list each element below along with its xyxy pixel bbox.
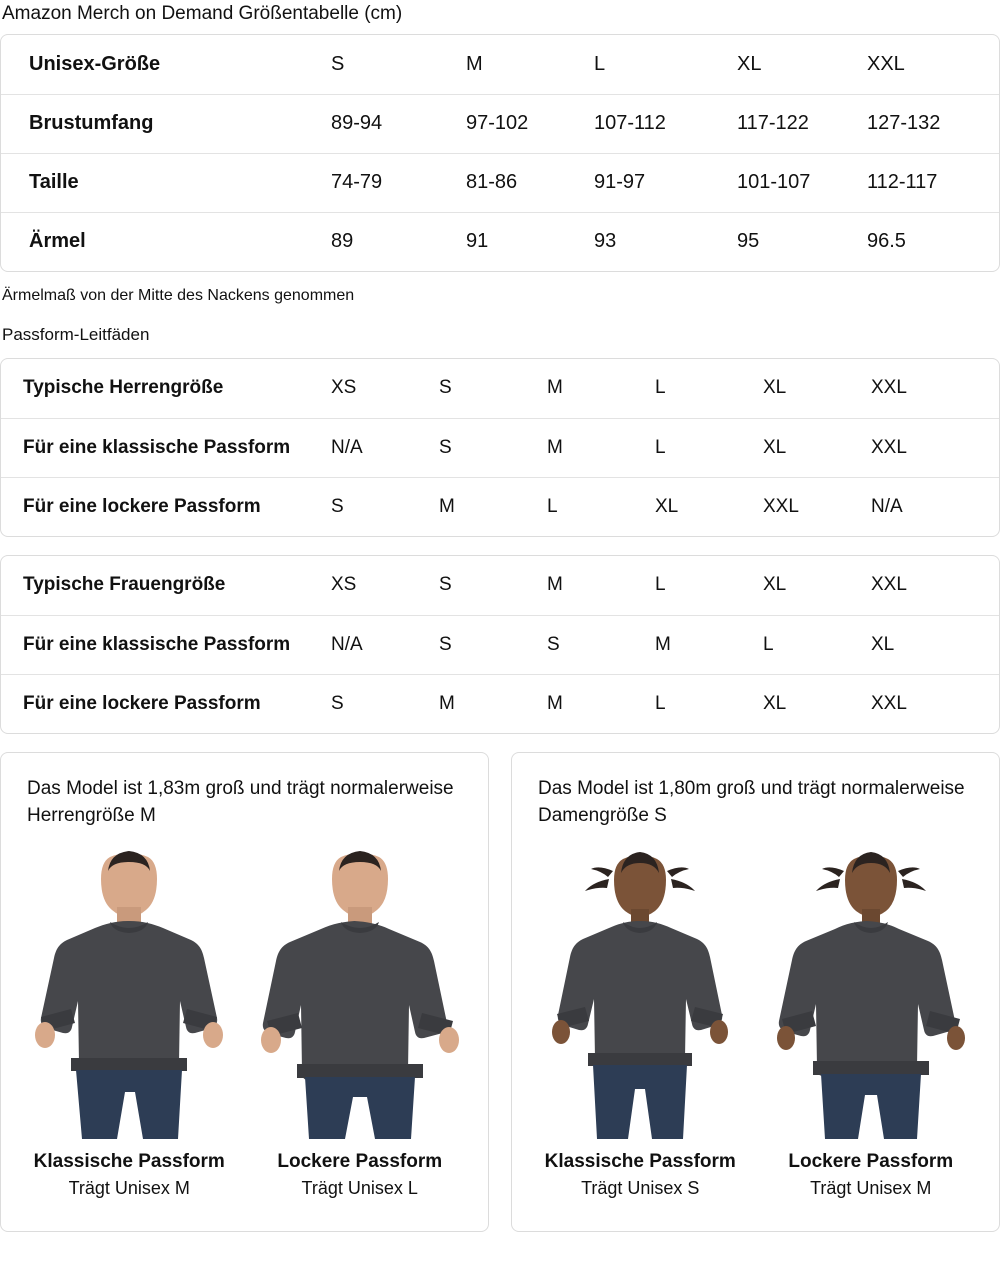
womens-classic-2: S bbox=[547, 615, 655, 674]
size-header-l: L bbox=[594, 52, 606, 75]
male-model-figure-icon bbox=[255, 849, 465, 1139]
womens-classic-1: S bbox=[439, 615, 547, 674]
model-cards bbox=[0, 752, 1000, 1232]
table-row bbox=[1, 556, 999, 615]
table-row bbox=[1, 153, 999, 212]
chest-xl: 117-122 bbox=[737, 94, 867, 153]
female-classic-fit-figure bbox=[532, 849, 748, 1139]
mens-classic-5: XXL bbox=[871, 418, 999, 477]
male-model-description: Das Model ist 1,83m groß und trägt normalerweise Herrengröße M bbox=[27, 778, 454, 826]
sleeve-m: 91 bbox=[466, 212, 594, 271]
row-label-womens-classic-fit: Für eine klassische Passform bbox=[1, 615, 331, 674]
mens-relaxed-0: S bbox=[331, 477, 439, 536]
size-header-xl: XL bbox=[737, 52, 762, 75]
size-header-m: M bbox=[466, 52, 483, 75]
female-model-card bbox=[511, 752, 1000, 1232]
waist-l: 91-97 bbox=[594, 153, 737, 212]
womens-relaxed-5: XXL bbox=[871, 674, 999, 733]
chest-m: 97-102 bbox=[466, 94, 594, 153]
waist-xl: 101-107 bbox=[737, 153, 867, 212]
male-captions bbox=[19, 1149, 470, 1201]
table-row bbox=[1, 212, 999, 271]
row-label-chest: Brustumfang bbox=[1, 94, 331, 153]
womens-fit-table bbox=[1, 556, 999, 733]
womens-classic-4: L bbox=[763, 615, 871, 674]
table-row bbox=[1, 418, 999, 477]
mens-relaxed-2: L bbox=[547, 477, 655, 536]
male-relaxed-wears: Trägt Unisex L bbox=[301, 1178, 418, 1198]
mens-classic-1: S bbox=[439, 418, 547, 477]
womens-typical-0: XS bbox=[331, 574, 357, 596]
male-model-card bbox=[0, 752, 489, 1232]
womens-relaxed-3: L bbox=[655, 674, 763, 733]
womens-classic-0: N/A bbox=[331, 615, 439, 674]
male-model-figure-icon bbox=[24, 849, 234, 1139]
waist-xxl: 112-117 bbox=[867, 153, 999, 212]
size-table bbox=[1, 35, 999, 271]
female-model-figure-icon bbox=[766, 849, 976, 1139]
sleeve-s: 89 bbox=[331, 212, 466, 271]
row-label-typical-womens-size: Typische Frauengröße bbox=[23, 574, 226, 596]
sleeve-xl: 95 bbox=[737, 212, 867, 271]
female-model-figure-icon bbox=[535, 849, 745, 1139]
mens-relaxed-3: XL bbox=[655, 477, 763, 536]
mens-typical-0: XS bbox=[331, 377, 357, 399]
womens-relaxed-1: M bbox=[439, 674, 547, 733]
male-relaxed-fit-label: Lockere Passform bbox=[277, 1151, 443, 1172]
male-relaxed-caption bbox=[252, 1149, 468, 1201]
fit-guides-heading: Passform-Leitfäden bbox=[2, 325, 150, 344]
waist-m: 81-86 bbox=[466, 153, 594, 212]
mens-relaxed-1: M bbox=[439, 477, 547, 536]
female-classic-caption bbox=[532, 1149, 748, 1201]
chest-l: 107-112 bbox=[594, 94, 737, 153]
size-header-s: S bbox=[331, 52, 345, 75]
sleeve-xxl: 96.5 bbox=[867, 212, 999, 271]
female-model-description: Das Model ist 1,80m groß und trägt normalerweise Damengröße S bbox=[538, 778, 965, 826]
table-header-row bbox=[1, 35, 999, 94]
mens-classic-2: M bbox=[547, 418, 655, 477]
womens-classic-5: XL bbox=[871, 615, 999, 674]
mens-relaxed-4: XXL bbox=[763, 477, 871, 536]
female-captions bbox=[530, 1149, 981, 1201]
womens-typical-3: L bbox=[655, 574, 666, 596]
row-label-womens-relaxed-fit: Für eine lockere Passform bbox=[1, 674, 331, 733]
male-relaxed-fit-figure bbox=[252, 849, 468, 1139]
table-row bbox=[1, 359, 999, 418]
row-label-mens-relaxed-fit: Für eine lockere Passform bbox=[1, 477, 331, 536]
table-row bbox=[1, 94, 999, 153]
womens-typical-1: S bbox=[439, 574, 452, 596]
mens-classic-0: N/A bbox=[331, 418, 439, 477]
row-label-waist: Taille bbox=[1, 153, 331, 212]
female-relaxed-caption bbox=[763, 1149, 979, 1201]
male-classic-fit-figure bbox=[21, 849, 237, 1139]
male-figures bbox=[19, 839, 470, 1139]
mens-typical-2: M bbox=[547, 377, 563, 399]
sleeve-l: 93 bbox=[594, 212, 737, 271]
womens-classic-3: M bbox=[655, 615, 763, 674]
size-header-xxl: XXL bbox=[867, 52, 905, 75]
mens-typical-4: XL bbox=[763, 377, 787, 399]
spacer bbox=[0, 537, 1000, 555]
size-table-card bbox=[0, 34, 1000, 272]
womens-relaxed-0: S bbox=[331, 674, 439, 733]
table-row bbox=[1, 674, 999, 733]
womens-fit-card bbox=[0, 555, 1000, 734]
mens-fit-table bbox=[1, 359, 999, 536]
mens-classic-4: XL bbox=[763, 418, 871, 477]
chest-s: 89-94 bbox=[331, 94, 466, 153]
mens-relaxed-5: N/A bbox=[871, 477, 999, 536]
womens-typical-2: M bbox=[547, 574, 563, 596]
female-classic-fit-label: Klassische Passform bbox=[544, 1151, 736, 1172]
table-row bbox=[1, 477, 999, 536]
mens-typical-3: L bbox=[655, 377, 666, 399]
sleeve-measurement-note: Ärmelmaß von der Mitte des Nackens genommen bbox=[2, 287, 355, 304]
male-classic-fit-label: Klassische Passform bbox=[33, 1151, 225, 1172]
female-relaxed-fit-figure bbox=[763, 849, 979, 1139]
male-classic-caption bbox=[21, 1149, 237, 1201]
table-row bbox=[1, 615, 999, 674]
row-label-typical-mens-size: Typische Herrengröße bbox=[23, 377, 224, 399]
womens-typical-4: XL bbox=[763, 574, 787, 596]
womens-relaxed-2: M bbox=[547, 674, 655, 733]
page-title: Amazon Merch on Demand Größentabelle (cm) bbox=[2, 3, 403, 24]
male-classic-wears: Trägt Unisex M bbox=[68, 1178, 190, 1198]
female-relaxed-wears: Trägt Unisex M bbox=[810, 1178, 932, 1198]
mens-classic-3: L bbox=[655, 418, 763, 477]
chest-xxl: 127-132 bbox=[867, 94, 999, 153]
row-label-sleeve: Ärmel bbox=[1, 212, 331, 271]
mens-typical-5: XXL bbox=[871, 377, 907, 399]
womens-relaxed-4: XL bbox=[763, 674, 871, 733]
female-classic-wears: Trägt Unisex S bbox=[581, 1178, 700, 1198]
female-relaxed-fit-label: Lockere Passform bbox=[788, 1151, 954, 1172]
female-figures bbox=[530, 839, 981, 1139]
womens-typical-5: XXL bbox=[871, 574, 907, 596]
row-label-mens-classic-fit: Für eine klassische Passform bbox=[1, 418, 331, 477]
mens-fit-card bbox=[0, 358, 1000, 537]
waist-s: 74-79 bbox=[331, 153, 466, 212]
size-table-header-label: Unisex-Größe bbox=[29, 52, 161, 75]
mens-typical-1: S bbox=[439, 377, 452, 399]
